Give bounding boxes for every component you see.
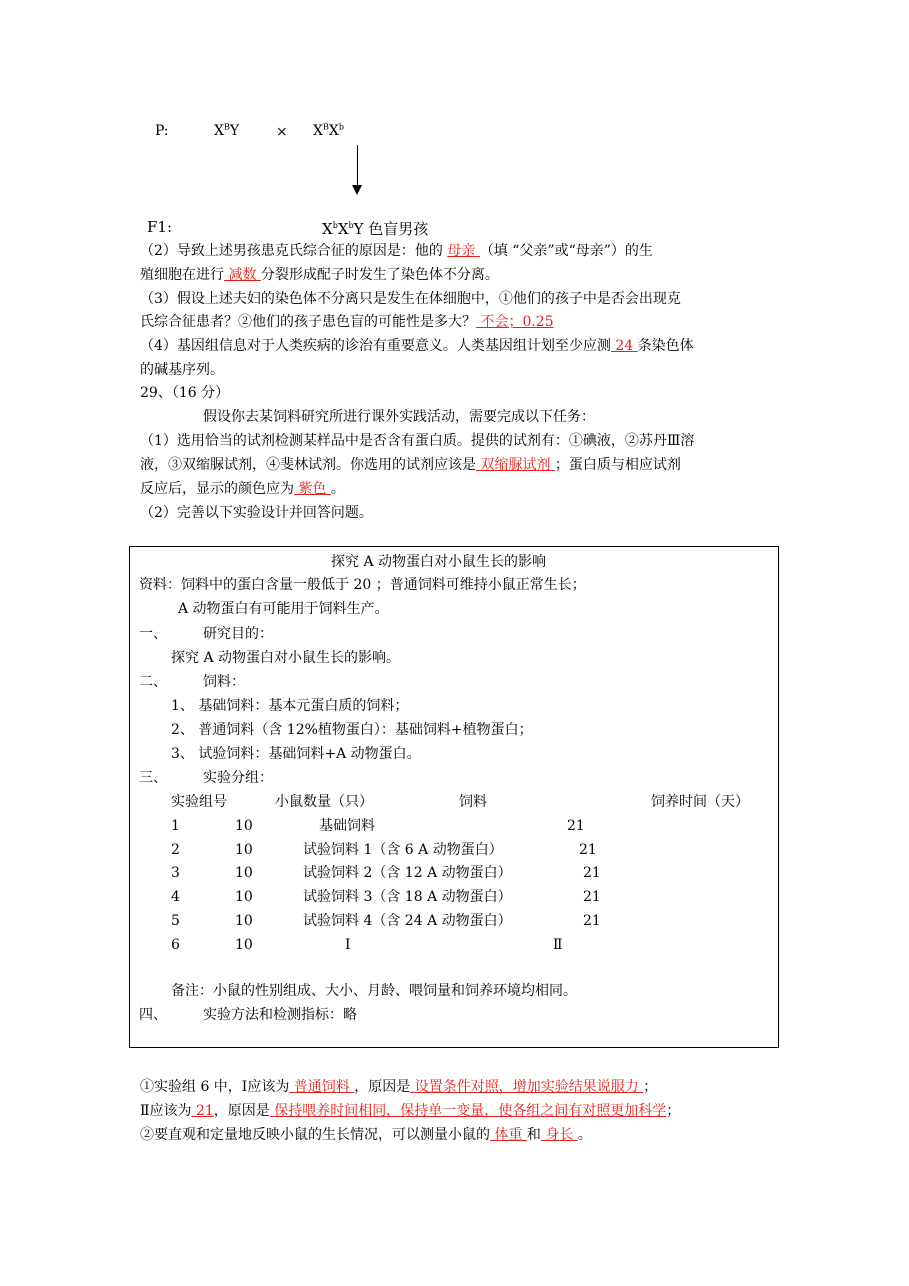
feed-item-3: 3、 试验饲料：基础饲料+A 动物蛋白。 — [171, 746, 421, 762]
q29-intro: 假设你去某饲料研究所进行课外实践活动，需要完成以下任务： — [203, 409, 595, 425]
cell-count: 10 — [235, 889, 253, 905]
q2-answer-parent: 母亲 — [447, 243, 480, 259]
cell-feed: 试验饲料 2（含 12 A 动物蛋白） — [303, 865, 512, 881]
section4-number: 四、 — [139, 1007, 167, 1023]
father-genotype: $X^BY$ — [214, 122, 240, 139]
answer-feed-reason: 设置条件对照，增加实验结果说服力 — [410, 1079, 644, 1095]
q3-answer: 不会；0.25 — [476, 314, 554, 330]
cell-group: 3 — [171, 865, 180, 881]
cell-days: 21 — [583, 889, 601, 905]
answer-group6-feed: 普通饲料 — [289, 1079, 355, 1095]
section4-title: 实验方法和检测指标：略 — [203, 1007, 357, 1023]
answer-days-reason: 保持喂养时间相同，保持单一变量，使各组之间有对照更加科学 — [269, 1103, 667, 1119]
q2-answer-division: 减数 — [224, 267, 261, 283]
q3-line2: 氏综合征患者？②他们的孩子患色盲的可能性是多大？ 不会；0.25 — [140, 314, 554, 330]
cross-arrow-shaft — [357, 145, 358, 187]
q4-line1: （4）基因组信息对于人类疾病的诊治有重要意义。人类基因组计划至少应测 24 条染色体 — [140, 338, 694, 354]
table-header: 实验组号 — [171, 794, 227, 810]
mother-genotype: $X^BX^b$ — [313, 122, 344, 139]
down-arrow-icon — [352, 185, 362, 195]
section1-body: 探究 A 动物蛋白对小鼠生长的影响。 — [171, 650, 401, 666]
answer-measure-weight: 体重 — [490, 1127, 527, 1143]
feed-item-1: 1、 基础饲料：基本元蛋白质的饲料； — [171, 698, 409, 714]
cell-count: 10 — [235, 937, 253, 953]
cell-group: 5 — [171, 913, 180, 929]
answer-measure-length: 身长 — [540, 1127, 578, 1143]
cell-feed: 试验饲料 3（含 18 A 动物蛋白） — [303, 889, 512, 905]
q29-heading: 29、（16 分） — [140, 385, 230, 401]
p-label: P: — [155, 123, 169, 139]
box-info-line1: 资料：饲料中的蛋白含量一般低于 20 ；普通饲料可维持小鼠正常生长； — [139, 577, 586, 593]
q29-s2: （2）完善以下实验设计并回答问题。 — [140, 505, 373, 521]
cell-feed: Ⅰ — [345, 937, 351, 953]
section2-title: 饲料： — [203, 674, 245, 690]
q2-line1: （2）导致上述男孩患克氏综合征的原因是：他的 母亲 （填 “父亲”或“母亲”）的生 — [140, 243, 653, 259]
section2-number: 二、 — [139, 674, 167, 690]
section3-title: 实验分组： — [203, 770, 273, 786]
answer-line2: Ⅱ应该为 21，原因是 保持喂养时间相同，保持单一变量，使各组之间有对照更加科学； — [140, 1103, 681, 1119]
f1-label: F1: — [147, 218, 173, 236]
box-title: 探究 A 动物蛋白对小鼠生长的影响 — [331, 554, 547, 570]
cell-count: 10 — [235, 818, 253, 834]
section1-number: 一、 — [139, 626, 167, 642]
child-genotype: $X^bX^bY$ 色盲男孩 — [322, 220, 429, 238]
answer-line1: ①实验组 6 中，Ⅰ应该为 普通饲料 ，原因是 设置条件对照，增加实验结果说服力 ； — [140, 1079, 658, 1095]
q4-answer: 24 — [610, 338, 638, 354]
cell-days: Ⅱ — [553, 937, 563, 953]
q29-s1-line2: 液，③双缩脲试剂，④斐林试剂。你选用的试剂应该是 双缩脲试剂 ；蛋白质与相应试剂 — [140, 457, 681, 473]
cell-days: 21 — [583, 913, 601, 929]
cell-days: 21 — [579, 842, 597, 858]
answer-line3: ②要直观和定量地反映小鼠的生长情况，可以测量小鼠的 体重 和 身长 。 — [140, 1127, 592, 1143]
cell-count: 10 — [235, 842, 253, 858]
table-header: 小鼠数量（只） — [275, 794, 373, 810]
cell-feed: 基础饲料 — [319, 818, 375, 834]
q4-line2: 的碱基序列。 — [140, 362, 224, 378]
cell-count: 10 — [235, 913, 253, 929]
cell-days: 21 — [567, 818, 585, 834]
cell-group: 6 — [171, 937, 180, 953]
answer-group6-days: 21 — [191, 1103, 214, 1119]
q29-answer-color: 紫色 — [294, 481, 331, 497]
q29-answer-reagent: 双缩脲试剂 — [476, 457, 555, 473]
section3-number: 三、 — [139, 770, 167, 786]
feed-item-2: 2、 普通饲料（含 12%植物蛋白）：基础饲料+植物蛋白； — [171, 722, 533, 738]
q29-s1-line3: 反应后，显示的颜色应为 紫色 。 — [140, 481, 345, 497]
table-header: 饲料 — [459, 794, 487, 810]
q2-line2: 殖细胞在进行 减数 分裂形成配子时发生了染色体不分离。 — [140, 267, 499, 283]
cross-sign: × — [276, 124, 288, 140]
cell-days: 21 — [583, 865, 601, 881]
q3-line1: （3）假设上述夫妇的染色体不分离只是发生在体细胞中，①他们的孩子中是否会出现克 — [140, 291, 681, 307]
cell-group: 1 — [171, 818, 180, 834]
experiment-design-box — [129, 546, 779, 1048]
cell-group: 2 — [171, 842, 180, 858]
cell-feed: 试验饲料 1（含 6 A 动物蛋白） — [303, 842, 503, 858]
box-info-line2: A 动物蛋白有可能用于饲料生产。 — [178, 601, 389, 617]
section1-title: 研究目的： — [203, 626, 273, 642]
q29-s1-line1: （1）选用恰当的试剂检测某样品中是否含有蛋白质。提供的试剂有：①碘液，②苏丹Ⅲ溶 — [140, 433, 695, 449]
table-header: 饲养时间（天） — [651, 794, 749, 810]
cell-feed: 试验饲料 4（含 24 A 动物蛋白） — [303, 913, 512, 929]
cell-count: 10 — [235, 865, 253, 881]
box-note: 备注：小鼠的性别组成、大小、月龄、喂饲量和饲养环境均相同。 — [171, 983, 577, 999]
cell-group: 4 — [171, 889, 180, 905]
